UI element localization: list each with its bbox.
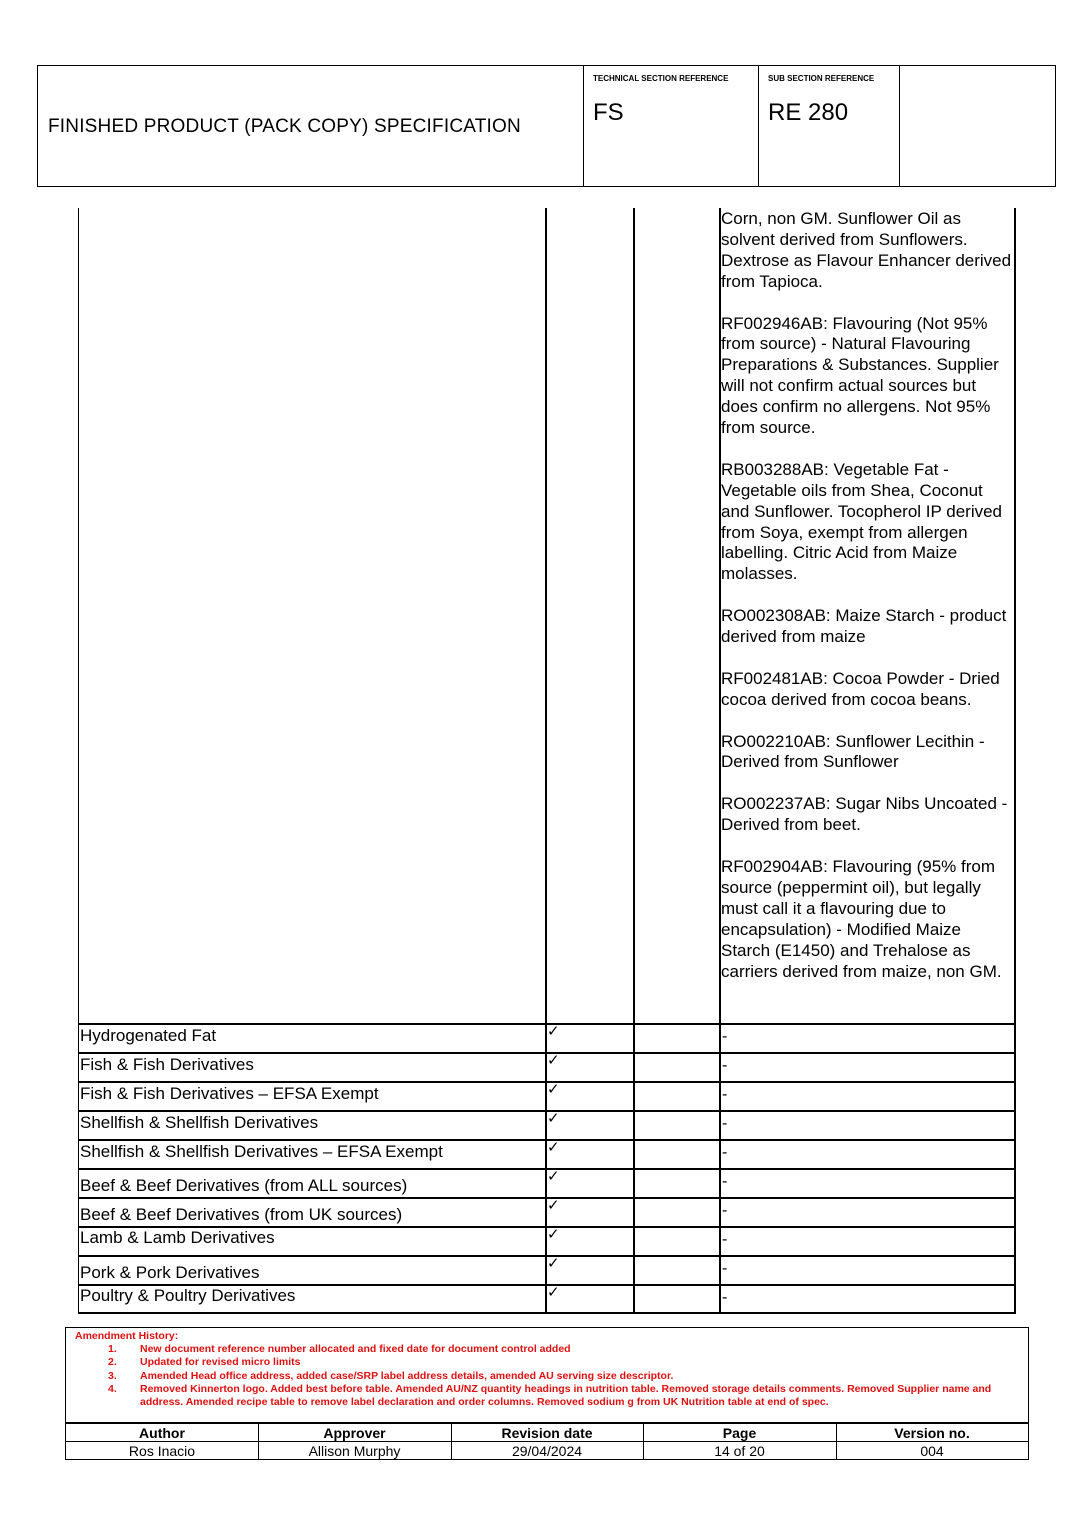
row-note: - — [722, 1057, 728, 1074]
version-value: 004 — [920, 1443, 944, 1459]
note-paragraph: RO002237AB: Sugar Nibs Uncoated - Derived from beet. — [721, 794, 1008, 835]
check-mark: ✓ — [547, 1023, 560, 1040]
technical-section-label: TECHNICAL SECTION REFERENCE — [593, 74, 729, 83]
version-header: Version no. — [894, 1425, 970, 1441]
check-mark: ✓ — [547, 1168, 560, 1185]
amendment-text: Updated for revised micro limits — [140, 1356, 301, 1368]
check-mark: ✓ — [547, 1139, 560, 1156]
note-paragraph: RB003288AB: Vegetable Fat - Vegetable oils from Shea, Coconut and Sunflower. Tocopherol IP derived from Soya, exempt from allergen labelling. Citric Acid from Maize molasses. — [721, 459, 1003, 584]
check-mark: ✓ — [547, 1255, 560, 1272]
document-header — [37, 65, 1056, 187]
note-paragraph: RF002904AB: Flavouring (95% from source (peppermint oil), but legally must call it a flavouring due to encapsulation) - Modified Maize Starch (E1450) and Trehalose as carriers derived from maize, non GM. — [721, 856, 1002, 981]
sub-section-label: SUB SECTION REFERENCE — [768, 74, 875, 83]
note-paragraph: RO002210AB: Sunflower Lecithin - Derived from Sunflower — [721, 731, 985, 772]
table-left-border — [78, 208, 79, 1314]
footer-row-divider — [66, 1441, 1028, 1442]
check-mark: ✓ — [547, 1052, 560, 1069]
row-note: - — [722, 1115, 728, 1132]
table-bottom-border — [78, 1312, 1016, 1314]
amendment-number: 4. — [108, 1383, 117, 1395]
amendment-text: Removed Kinnerton logo. Added best before table. Amended AU/NZ quantity headings in nutrition table. Removed storage details comments. Removed Supplier name and address. Amended recipe table to remove label declaration and order columns. Removed sodium g from UK Nutrition table at end of spec. — [140, 1383, 992, 1409]
sub-section-value: RE 280 — [768, 99, 849, 126]
row-label: Fish & Fish Derivatives – EFSA Exempt — [80, 1084, 379, 1103]
derivatives-table — [78, 208, 1016, 1314]
row-note: - — [722, 1231, 728, 1248]
amendment-number: 1. — [108, 1343, 117, 1355]
row-note: - — [722, 1144, 728, 1161]
row-label: Shellfish & Shellfish Derivatives – EFSA Exempt — [80, 1142, 443, 1161]
row-label: Hydrogenated Fat — [80, 1026, 217, 1045]
row-label: Lamb & Lamb Derivatives — [80, 1228, 275, 1247]
row-note: - — [722, 1028, 728, 1045]
document-control-footer — [65, 1423, 1029, 1460]
table-right-border — [1014, 208, 1016, 1314]
row-label: Poultry & Poultry Derivatives — [80, 1286, 296, 1305]
row-label: Beef & Beef Derivatives (from ALL sources) — [80, 1176, 408, 1195]
row-label: Pork & Pork Derivatives — [80, 1263, 260, 1282]
revision-date-header: Revision date — [501, 1425, 593, 1441]
note-paragraph: RF002481AB: Cocoa Powder - Dried cocoa derived from cocoa beans. — [721, 668, 1000, 709]
approver-header: Approver — [323, 1425, 386, 1441]
row-note: - — [722, 1086, 728, 1103]
document-title: FINISHED PRODUCT (PACK COPY) SPECIFICATION — [48, 116, 521, 137]
blank-header-cell — [899, 66, 1056, 186]
author-value: Ros Inacio — [128, 1443, 196, 1459]
check-mark: ✓ — [547, 1081, 560, 1098]
amendment-history-title: Amendment History: — [75, 1330, 179, 1342]
amendment-number: 2. — [108, 1356, 117, 1368]
check-mark: ✓ — [547, 1110, 560, 1127]
amendment-text: Amended Head office address, added case/SRP label address details, amended AU serving size descriptor. — [140, 1370, 674, 1382]
technical-section-value: FS — [593, 99, 624, 126]
note-paragraph: RO002308AB: Maize Starch - product derived from maize — [721, 606, 1007, 647]
column-divider — [633, 208, 635, 1314]
row-label: Fish & Fish Derivatives — [80, 1055, 254, 1074]
author-header: Author — [139, 1425, 185, 1441]
note-paragraph: Corn, non GM. Sunflower Oil as solvent derived from Sunflowers. Dextrose as Flavour Enhancer derived from Tapioca. — [721, 209, 1012, 291]
revision-date-value: 29/04/2024 — [511, 1443, 583, 1459]
approver-value: Allison Murphy — [308, 1443, 401, 1459]
check-mark: ✓ — [547, 1284, 560, 1301]
row-note: - — [722, 1289, 728, 1306]
sub-section-cell — [758, 66, 899, 186]
amendment-text: New document reference number allocated and fixed date for document control added — [140, 1343, 571, 1355]
page-header: Page — [722, 1425, 757, 1441]
amendment-number: 3. — [108, 1370, 117, 1382]
row-note: - — [722, 1260, 728, 1277]
page-number: 14 of 20 — [714, 1443, 765, 1459]
check-mark: ✓ — [547, 1226, 560, 1243]
amendment-history — [65, 1327, 1029, 1423]
ingredient-source-notes — [721, 209, 1013, 1003]
note-paragraph: RF002946AB: Flavouring (Not 95% from source) - Natural Flavouring Preparations & Substances. Supplier will not confirm actual sources but does confirm no allergens. Not 95% from source. — [721, 313, 999, 438]
row-note: - — [722, 1173, 728, 1190]
row-label: Shellfish & Shellfish Derivatives — [80, 1113, 319, 1132]
row-label: Beef & Beef Derivatives (from UK sources) — [80, 1205, 403, 1224]
row-note: - — [722, 1202, 728, 1219]
check-mark: ✓ — [547, 1197, 560, 1214]
technical-section-cell — [583, 66, 758, 186]
